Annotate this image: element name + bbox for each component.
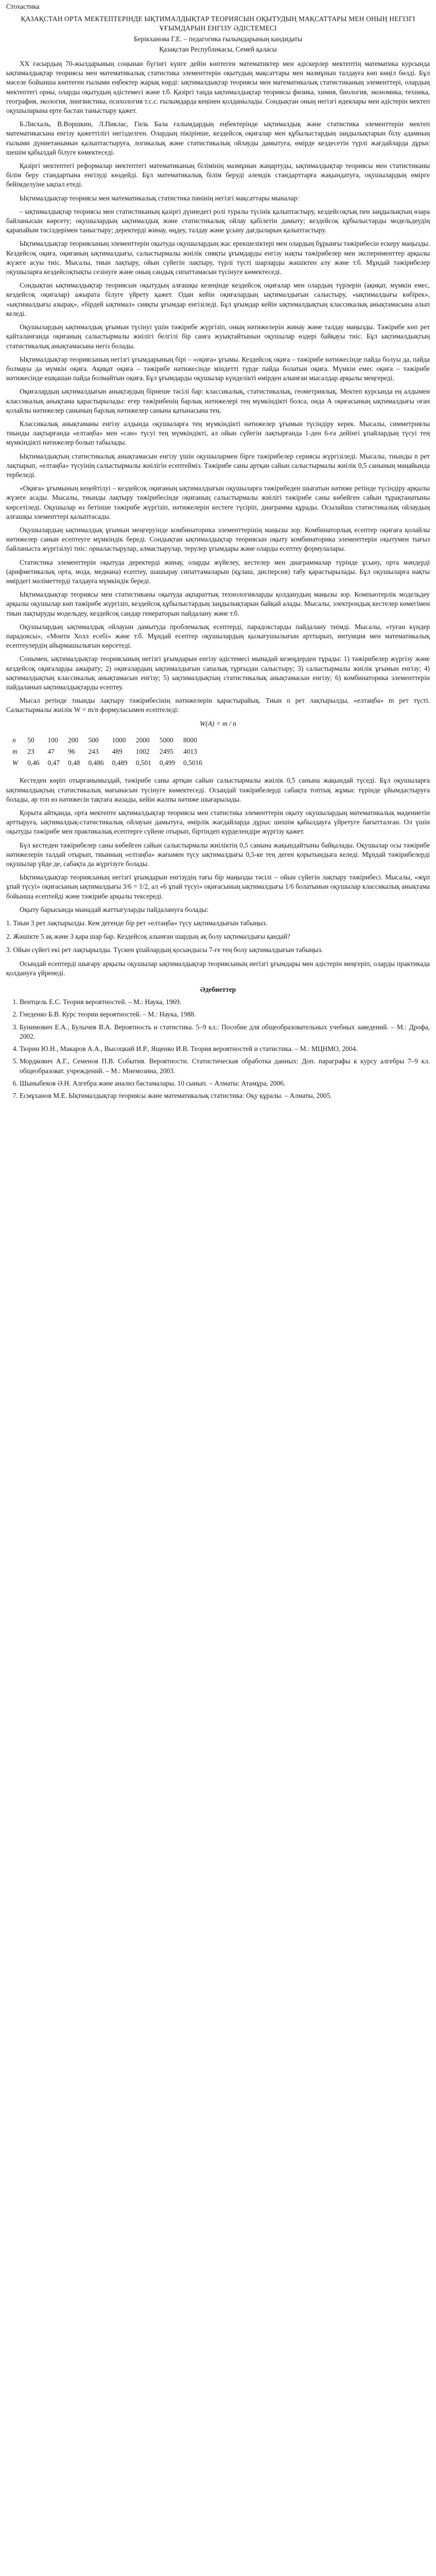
body-paragraph: Оқушылардың ықтималдық ойлауын дамытуда проблемалық есептерді, парадокстарды пайдалану тиімді. Мысалы, «туған күндер парадоксы», «Монти Холл есебі» және т.б. Мұндай есептер оқушылардың қызығушылығын арттырып, интуиция мен математикалық есептеулердің айырмашылығын көрсетеді. — [6, 622, 430, 650]
article-title: ҚАЗАҚСТАН ОРТА МЕКТЕПТЕРІНДЕ ЫҚТИМАЛДЫҚТАР ТЕОРИЯСЫН ОҚЫТУДЫҢ МАҚСАТТАРЫ МЕН ОНЫҢ НЕГІЗГІ ҰҒЫМДАРЫН ЕНГІЗУ ӘДІСТЕМЕСІ — [21, 15, 415, 32]
table-row — [12, 757, 211, 769]
references-list — [6, 997, 430, 1100]
body-paragraph: Статистика элементтерін оқытуда деректерді жинау, оларды жүйелеу, кестелер мен диаграммалар түрінде ұсыну, орта мәндерді (арифметикалық орта, мода, медиана) есептеу, шашырау сипаттамаларын (құлаш, дисперсия) табу қарастырылады. Бұл оқушыларға нақты өмірдегі мәліметтерді талдауға мүмкіндік береді. — [6, 558, 430, 585]
frequency-table — [12, 735, 211, 769]
reference-item: 3. Бунимович Е.А., Булычев В.А. Вероятность и статистика. 5–9 кл.: Пособие для общеобразовательных учебных заведений. – М.: Дрофа, 2002. — [20, 1023, 430, 1041]
table-row — [12, 746, 211, 757]
frequency-formula: W(A) = m / n — [200, 719, 236, 727]
table-cell: 0,48 — [68, 759, 80, 767]
body-paragraph: Бүл кестеден тәжірибелер саны көбейген сайын салыстырмалы жиіліктің 0,5 санына жақындайтыны байқалады. Оқушылар осы тәжірибе нәтижелерін талдай отырып, тиынның «елтаңба» жағымен түсу ықтималдығы 0,5-ке тең деген қорытындыға келеді. Мұндай тәжірибелерді оқушылар үйде де, сабақта да жүргізуге болады. — [6, 841, 430, 868]
table-cell: 47 — [47, 748, 55, 756]
table-cell: 200 — [68, 736, 79, 744]
table-cell: 2000 — [135, 736, 150, 744]
body-paragraph: Қазіргі мектептегі реформалар мектептегі математиканың білімінің мазмұнын жаңартуды, ықтималдықтар теориясы мен статистиканы білім беру стандартына енгізуді көздейді. Бұл математикалық білім беруді әлемдік стандарттарға жақындатуға, оқушылардың өмірге бейімделуіне ықпал етеді. — [6, 162, 430, 189]
reference-item: 6. Шыныбеков Ә.Н. Алгебра және анализ бастамалары. 10 сынып. – Алматы: Атамұра, 2006. — [20, 1079, 430, 1088]
body-paragraph: Оқушылардың ықтималдық ұғымын түсінуі үшін тәжірибе жүргізіп, оның нәтижелерін жинау және талдау маңызды. Тәжірибе көп рет қайталанғанда оқиғаның салыстырмалы жиілігі белгілі бір санға жуықтайтынын оқушылар өздері байқауы тиіс. Бұл ықтималдықтың статистикалық анықтамасына негіз болады. — [6, 323, 430, 350]
body-paragraph: Ықтималдықтар теориясы мен математикалық статистика пәнінің негізгі мақсаттары мыналар: — [20, 194, 299, 202]
table-cell: 0,499 — [159, 759, 176, 767]
exercise-item: 2. Жәшікте 5 ақ және 3 қара шар бар. Кездейсоқ алынған шардың ақ болу ықтималдығы қандай? — [6, 933, 290, 941]
table-cell: 0,489 — [112, 759, 128, 767]
table-cell: 0,486 — [88, 759, 104, 767]
exercise-item: 3. Ойын сүйегі екі рет лақтырылды. Түскен ұпайлардың қосындысы 7-ге тең болу ықтималдығын табыңыз. — [6, 946, 323, 954]
table-cell: 0,5016 — [183, 759, 202, 767]
table-cell: 489 — [112, 748, 123, 756]
body-paragraph: Ықтималдықтар теориясының элементтерін оқытуда оқушылардың жас ерекшеліктері мен олардың бұрынғы тәжірибесін ескеру маңызды. Кездейсоқ оқиға, оқиғаның ықтималдығы, салыстырмалы жиілік сияқты ұғымдарды енгізу нақты тәжірибелер мен эксперименттер арқылы жүзеге асуы тиіс. Мысалы, тиын лақтыру, ойын сүйегін лақтыру, түрлі түсті шарларды жәшіктен алу және т.б. Мұндай тәжірибелер оқушыларға кездейсоқтықты сезінуге және оның сандық сипаттамасын түсінуге көмектеседі. — [6, 240, 430, 276]
reference-item: 2. Гнеденко Б.В. Курс теории вероятностей. – М.: Наука, 1988. — [20, 1010, 430, 1019]
table-cell: 96 — [68, 748, 75, 756]
exercise-item: 1. Тиын 3 рет лақтырылды. Кем дегенде бір рет «елтаңба» түсу ықтималдығын табыңыз. — [6, 919, 268, 927]
body-paragraph: – ықтималдықтар теориясы мен статистиканың қазіргі дүниедегі ролі туралы түсінік қалыптастыру, кездейсоқтық пен заңдылықтың өзара байланысын көрсету; оқушылардың ықтималдық және статистикалық ойлау қабілетін дамыту; кездейсоқ құбылыстарды модельдеудің қарапайым тәсілдерімен таныстыру; деректерді жинау, өңдеу, талдау және ұсыну дағдыларын қалыптастыру. — [6, 207, 430, 234]
body-paragraph: Осындай есептерді шығару арқылы оқушылар ықтималдықтар теориясының негізгі ұғымдары мен әдістерін меңгеріп, оларды практикада қолдануға үйренеді. — [6, 959, 430, 977]
body-paragraph: Ықтималдықтар теориясы мен статистиканы оқытуда ақпараттық технологияларды қолданудың маңызы зор. Компьютерлік модельдеу арқылы оқушылар көп тәжірибе жүргізіп, кездейсоқ құбылыстардың заңдылықтарын байқай алады. Мысалы, электрондық кестелер көмегімен тиын лақтыруды модельдеу, кездейсоқ сандар генераторын пайдалану және т.б. — [6, 590, 430, 617]
body-paragraph: Оқушылардың ықтималдық ұғымын меңгеруінде комбинаторика элементтерінің маңызы зор. Комбинаторлық есептер оқиғаға қолайлы нәтижелер санын есептеуге мүмкіндік береді. Сондықтан ықтималдықтар теориясын оқыту комбинаторика элементтерін оқытумен тығыз байланыста жүргізілуі тиіс: орналастырулар, алмастырулар, терулер ұғымдары және оларды есептеу формулалары. — [6, 526, 430, 553]
body-paragraph: XX ғасырдың 70-жылдарының соңынан бүгінгі күнге дейін көптеген математиктер мен әдіскерлер мектептің математика курсында ықтималдықтар теориясы мен математикалық статистика элементтерін оқытудың мақсаттары мен мазмұнын талдауға көп көңіл бөлді. Бұл мәселе бойынша көптеген ғылыми еңбектер жарық көрді: ықтималдықтар теориясы мен математикалық статистиканың элементтері, олардың мектептегі орны, оларды оқытудың әдістемесі және т.б. Қазіргі таңда ықтималдықтар теориясы физика, химия, биология, экономика, техника, география, экология, лингвистика, психология т.с.с. ғылымдарда кеңінен қолданылады. Сондықтан оның негізгі идеялары мен әдістерін мектеп оқушыларына ерте бастан таныстыру қажет. — [6, 60, 430, 115]
body-paragraph: Қорыта айтқанда, орта мектепте ықтималдықтар теориясы мен статистика элементтерін оқыту оқушылардың математикалық мәдениетін арттыруға, ықтималдық-статистикалық ойлауын дамытуға, өмірлік жағдайларда дұрыс шешім қабылдауға үйретуге бағытталған. Ол үшін оқытуды тәжірибе мен практикалық есептерге сүйене отырып, біртіндеп күрделендіре жүргізу қажет. — [6, 809, 430, 836]
body-paragraph: Сондықтан ықтималдықтар теориясын оқытудың алғашқы кезеңінде кездейсоқ оқиғалар мен олардың түрлерін (ақиқат, мүмкін емес, кездейсоқ оқиғалар) ажырата білуге үйрету қажет. Одан кейін оқиғалардың ықтималдығын салыстыру, «ықтималдығы көбірек», «ықтималдығы азырақ», «бірдей ықтимал» сияқты ұғымдар енгізіледі. Бұл ұғымдар кейін ықтималдықтың классикалық анықтамасына алып келеді. — [6, 281, 430, 317]
table-cell: 1000 — [112, 736, 126, 744]
body-paragraph: Ықтималдықтың статистикалық анықтамасын енгізу үшін оқушылармен бірге тәжірибелер сериясы жүргізіледі. Мысалы, тиынды n рет лақтырып, «елтаңба» түсуінің салыстырмалы жиілігін есептейміз. Тәжірибе саны артқан сайын салыстырмалы жиілік 0,5 санының маңайында тербеледі. — [6, 452, 430, 479]
body-paragraph: Оқыту барысында мынадай жаттығуларды пайдалануға болады: — [20, 905, 208, 913]
section-header: Стохастика — [6, 3, 40, 10]
table-cell: 0,47 — [47, 759, 60, 767]
reference-item: 5. Мордкович А.Г., Семенов П.В. События. Вероятности. Статистическая обработка данных: Доп. параграфы к курсу алгебры 7–9 кл. общеобразоват. учреждений. – М.: Мнемозина, 2003. — [20, 1057, 430, 1075]
table-cell: 0,501 — [135, 759, 151, 767]
body-paragraph: Ықтималдықтар теориясының негізгі ұғымдарын енгізудің тағы бір маңызды тәсілі – ойын сүйегін лақтыру тәжірибесі. Мысалы, «жұп ұпай түсуі» оқиғасының ықтималдығы 3/6 = 1/2, ал «6 ұпай түсуі» оқиғасының ықтималдығы 1/6 болатынын оқушылар классикалық анықтама бойынша есептейді және тәжірибе арқылы тексереді. — [6, 873, 430, 900]
body-paragraph: Классикалық анықтаманы енгізу алдында оқушыларға тең мүмкіндікті нәтижелер ұғымын түсіндіру керек. Мысалы, симметриялы тиынды лақтырғанда «елтаңба» мен «сан» түсуі тең мүмкіндікті, ал ойын сүйегін лақтырғанда 1-ден 6-ға дейінгі ұпайлардың түсуі тең мүмкіндікті нәтижелер болып табылады. — [6, 419, 430, 447]
body-paragraph: «Оқиға» ұғымының кеңейтілуі – кездейсоқ оқиғаның ықтималдығын оқушыларға тәжірибеден шығатын нәтиже ретінде түсіндіру арқылы жүзеге асады. Мысалы, тиынды лақтыру тәжірибесінде оқиғаның салыстырмалы жиілігі тәжірибе саны көбейген сайын тұрақтанатыны көрсетіледі. Оқушылар өз бетінше тәжірибе жүргізіп, нәтижелерін кестеге түсіріп, диаграмма құрады. Осылайша статистикалық ойлаудың алғашқы элементтері қалыптасады. — [6, 484, 430, 520]
table-cell: 1002 — [135, 748, 150, 756]
body-paragraph: Б.Лисхаль, В.Воршкин, Л.Пиклас, Гиль Бала ғалымдардың еңбектерінде ықтималдық және статистика элементтерін мектеп математикасына енгізу қажеттілігі негізделген. Олардың пікірінше, кездейсоқ оқиғалар мен құбылыстардың заңдылықтарын білу адамның ғылыми дүниетанымын қалыптастыруға, логикалық және статистикалық ойлауды дамытуға, өмірде кездесетін түрлі жағдайларда дұрыс шешім қабылдай білуге көмектеседі. — [6, 120, 430, 156]
body-paragraph: Ықтималдықтар теориясының негізгі ұғымдарының бірі – «оқиға» ұғымы. Кездейсоқ оқиға – тәжірибе нәтижесінде пайда болуы да, пайда болмауы да мүмкін оқиға. Ақиқат оқиға – тәжірибе нәтижесінде міндетті түрде пайда болатын оқиға. Мүмкін емес оқиға – тәжірибе нәтижесінде ешқашан пайда болмайтын оқиға. Бұл ұғымдарды оқушылар күнделікті өмірден алынған мысалдар арқылы меңгереді. — [6, 355, 430, 382]
table-cell: 50 — [27, 736, 34, 744]
table-row-label: W — [12, 759, 19, 767]
body-paragraph: Оқиғалардың ықтималдығын анықтаудың бірнеше тәсілі бар: классикалық, статистикалық, геометриялық. Мектеп курсында ең алдымен классикалық анықтама қарастырылады: егер тәжірибенің барлық нәтижелері тең мүмкіндікті болса, онда А оқиғасының ықтималдығы оған қолайлы нәтижелер санының барлық нәтижелер санына қатынасына тең. — [6, 387, 430, 414]
reference-item: 4. Тюрин Ю.Н., Макаров А.А., Высоцкий И.Р., Ященко И.В. Теория вероятностей и статистика. – М.: МЦНМО, 2004. — [20, 1044, 430, 1054]
table-row-label: n — [12, 736, 16, 744]
body-paragraph: Сонымен, ықтималдықтар теориясының негізгі ұғымдарын енгізу әдістемесі мынадай кезеңдерден тұрады: 1) тәжірибелер жүргізу және кездейсоқ оқиғаларды ажырату; 2) оқиғалардың ықтималдығын сапалық тұрғыдан салыстыру; 3) салыстырмалы жиілік ұғымын енгізу; 4) ықтималдықтың классикалық анықтамасын енгізу; 5) ықтималдықтың статистикалық анықтамасын енгізу; 6) комбинаторика элементтерін пайдаланып ықтималдықтарды есептеу. — [6, 655, 430, 691]
table-cell: 4013 — [183, 748, 197, 756]
table-row — [12, 735, 211, 746]
article-authors: Берікханова Г.Е. – педагогика ғылымдарының кандидаты — [133, 35, 303, 43]
table-cell: 100 — [47, 736, 58, 744]
table-cell: 243 — [88, 748, 99, 756]
table-cell: 2495 — [159, 748, 173, 756]
body-paragraph: Кестеден көріп отырғанымыздай, тәжірибе саны артқан сайын салыстырмалы жиілік 0,5 санына жақындай түседі. Бұл оқушыларға ықтималдықтың статистикалық мағынасын түсінуге көмектеседі. Осындай тәжірибелерді сабақта топтық жұмыс түрінде ұйымдастыруға болады, әр топ өз нәтижесін тақтаға жазады, кейін жалпы нәтиже шығарылады. — [6, 776, 430, 803]
document-page — [0, 0, 436, 1114]
body-paragraph: Мысал ретінде тиынды лақтыру тәжірибесінің нәтижелерін қарастырайық. Тиын n рет лақтырылды, «елтаңба» m рет түсті. Салыстырмалы жиілік W = m/n формуласымен есептеледі: — [6, 697, 430, 714]
table-cell: 5000 — [159, 736, 173, 744]
references-title: Әдебиеттер — [200, 986, 236, 994]
table-cell: 0,46 — [27, 759, 40, 767]
table-cell: 500 — [88, 736, 99, 744]
article-affiliation: Қазақстан Республикасы, Семей қаласы — [159, 45, 277, 53]
reference-item: 1. Вентцель Е.С. Теория вероятностей. – М.: Наука, 1969. — [20, 997, 430, 1007]
reference-item: 7. Есмұханов М.Е. Ықтималдықтар теориясы және математикалық статистика: Оқу құралы. – Алматы, 2005. — [20, 1091, 430, 1100]
table-row-label: m — [12, 748, 18, 756]
table-cell: 23 — [27, 748, 34, 756]
table-cell: 8000 — [183, 736, 197, 744]
